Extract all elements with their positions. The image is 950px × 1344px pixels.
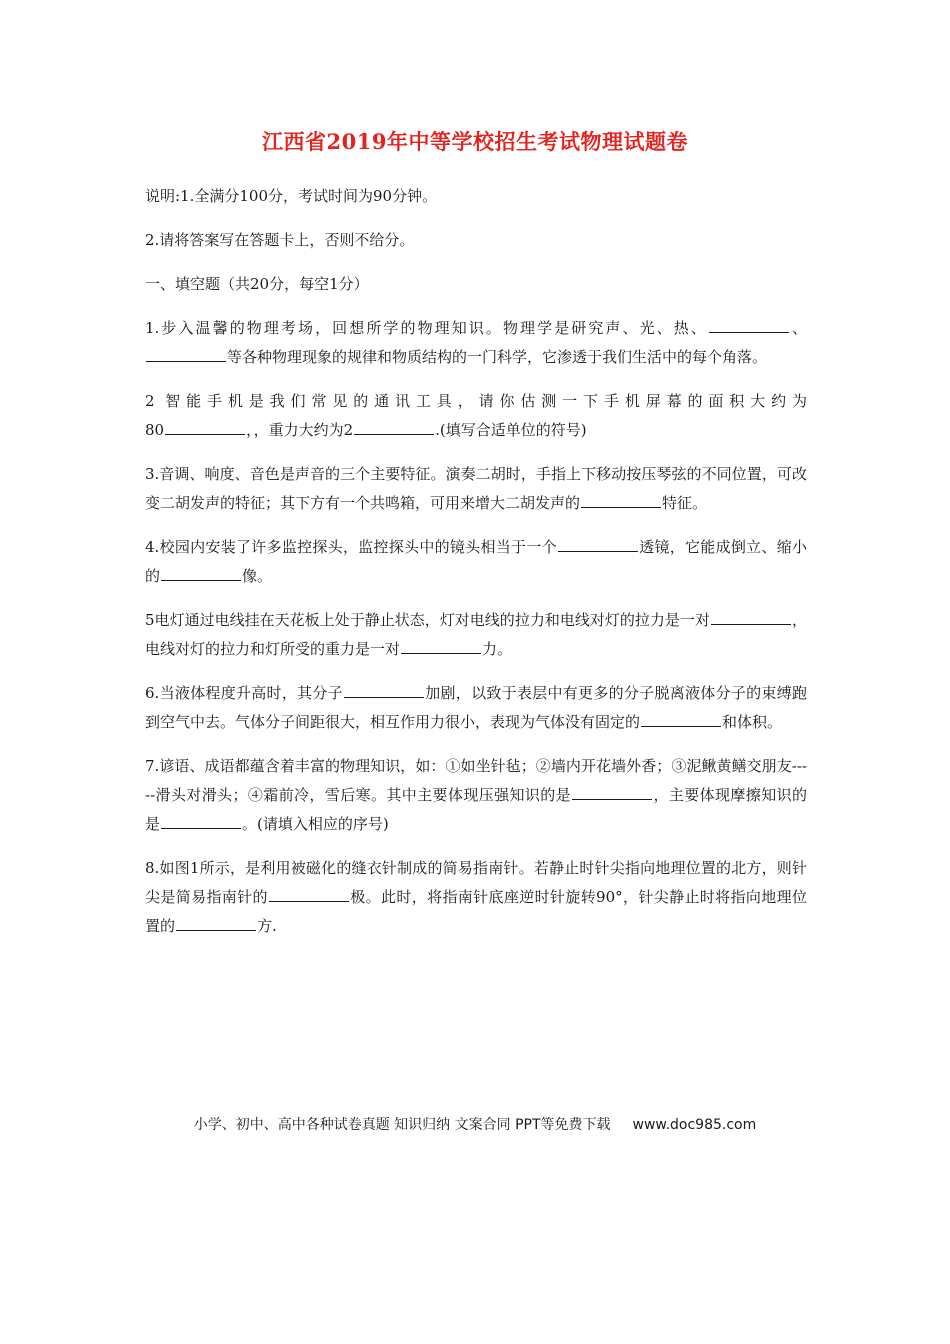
question-5 xyxy=(145,606,807,664)
answer-blank xyxy=(581,491,661,508)
answer-blank xyxy=(354,418,434,435)
question-7-text-c: 。(请填入相应的序号) xyxy=(242,815,389,833)
footer-url-link[interactable]: www.doc985.com xyxy=(632,1117,757,1133)
answer-blank xyxy=(709,316,789,333)
answer-blank xyxy=(711,608,791,625)
answer-blank xyxy=(641,710,721,727)
question-8 xyxy=(145,854,807,941)
answer-blank xyxy=(572,783,652,800)
question-4-text-c: 像。 xyxy=(242,567,273,585)
page-footer xyxy=(0,1114,950,1134)
question-6 xyxy=(145,679,807,737)
answer-blank xyxy=(161,812,241,829)
question-6-text-a: 6.当液体程度升高时，其分子 xyxy=(145,684,343,702)
answer-blank xyxy=(344,681,424,698)
answer-blank xyxy=(165,418,245,435)
answer-blank xyxy=(269,885,349,902)
question-7-text-b: ，主要体现摩擦知识的是 xyxy=(145,786,807,833)
question-3-text-a: 3.音调、响度、音色是声音的三个主要特征。演奏二胡时，手指上下移动按压琴弦的不同位置，可改变二胡发声的特征；其下方有一个共鸣箱，可用来增大二胡发声的 xyxy=(145,465,807,512)
instruction-note-1: 说明:1.全满分100分，考试时间为90分钟。 xyxy=(145,187,438,205)
question-1-text-c: 等各种物理现象的规律和物质结构的一门科学，它渗透于我们生活中的每个角落。 xyxy=(227,348,768,366)
question-1-text-a: 1.步入温馨的物理考场，回想所学的物理知识。物理学是研究声、光、热、 xyxy=(145,319,708,337)
question-4-text-a: 4.校园内安装了许多监控探头，监控探头中的镜头相当于一个 xyxy=(145,538,557,556)
question-8-text-c: 方. xyxy=(257,917,277,935)
question-6-text-b: 加剧，以致于表层中有更多的分子脱离液体分子的束缚跑到空气中去。气体分子间距很大，相互作用力很小，表现为气体没有固定的 xyxy=(145,684,807,731)
answer-blank xyxy=(558,535,638,552)
question-7 xyxy=(145,752,807,839)
question-4-text-b: 透镜，它能成倒立、缩小的 xyxy=(145,538,807,585)
question-3-text-b: 特征。 xyxy=(662,494,708,512)
page-title: 江西省2019年中等学校招生考试物理试题卷 xyxy=(262,129,688,154)
question-5-text-c: 力。 xyxy=(482,640,513,658)
answer-blank xyxy=(176,914,256,931)
question-2-text-a: 2 智能手机是我们常见的通讯工具，请你估测一下手机屏幕的面积大约为 xyxy=(145,392,807,410)
instruction-note-2: 2.请将答案写在答题卡上，否则不给分。 xyxy=(145,231,415,249)
question-2-text-d: .(填写合适单位的符号) xyxy=(435,421,587,439)
answer-blank xyxy=(401,637,481,654)
question-8-text-a: 8.如图1所示，是利用被磁化的缝衣针制成的简易指南针。若静止时针尖指向地理位置的北方，则针尖是简易指南针的 xyxy=(145,859,807,906)
question-8-text-b: 极。此时，将指南针底座逆时针旋转90°，针尖静止时将指向地理位置的 xyxy=(145,888,807,935)
question-1-text-b: 、 xyxy=(789,319,807,337)
answer-blank xyxy=(146,345,226,362)
question-4 xyxy=(145,533,807,591)
exam-body xyxy=(145,182,807,956)
footer-text: 小学、初中、高中各种试卷真题 知识归纳 文案合同 PPT等免费下载 xyxy=(193,1117,611,1133)
question-1 xyxy=(145,314,807,372)
question-2 xyxy=(145,387,807,445)
answer-blank xyxy=(161,564,241,581)
question-3 xyxy=(145,460,807,518)
question-7-text-a: 7.谚语、成语都蕴含着丰富的物理知识，如：①如坐针毡；②墙内开花墙外香；③泥鳅黄鳝交朋友-----滑头对滑头；④霜前冷，雪后寒。其中主要体现压强知识的是 xyxy=(145,757,807,804)
question-2-text-c: ，，重力大约为2 xyxy=(246,421,354,439)
question-5-text-b: ，电线对灯的拉力和灯所受的重力是一对 xyxy=(145,611,807,658)
question-2-text-b: 80 xyxy=(145,421,165,439)
question-5-text-a: 5电灯通过电线挂在天花板上处于静止状态，灯对电线的拉力和电线对灯的拉力是一对 xyxy=(145,611,710,629)
section-heading: 一、填空题（共20分，每空1分） xyxy=(145,275,369,293)
question-6-text-c: 和体积。 xyxy=(722,713,783,731)
